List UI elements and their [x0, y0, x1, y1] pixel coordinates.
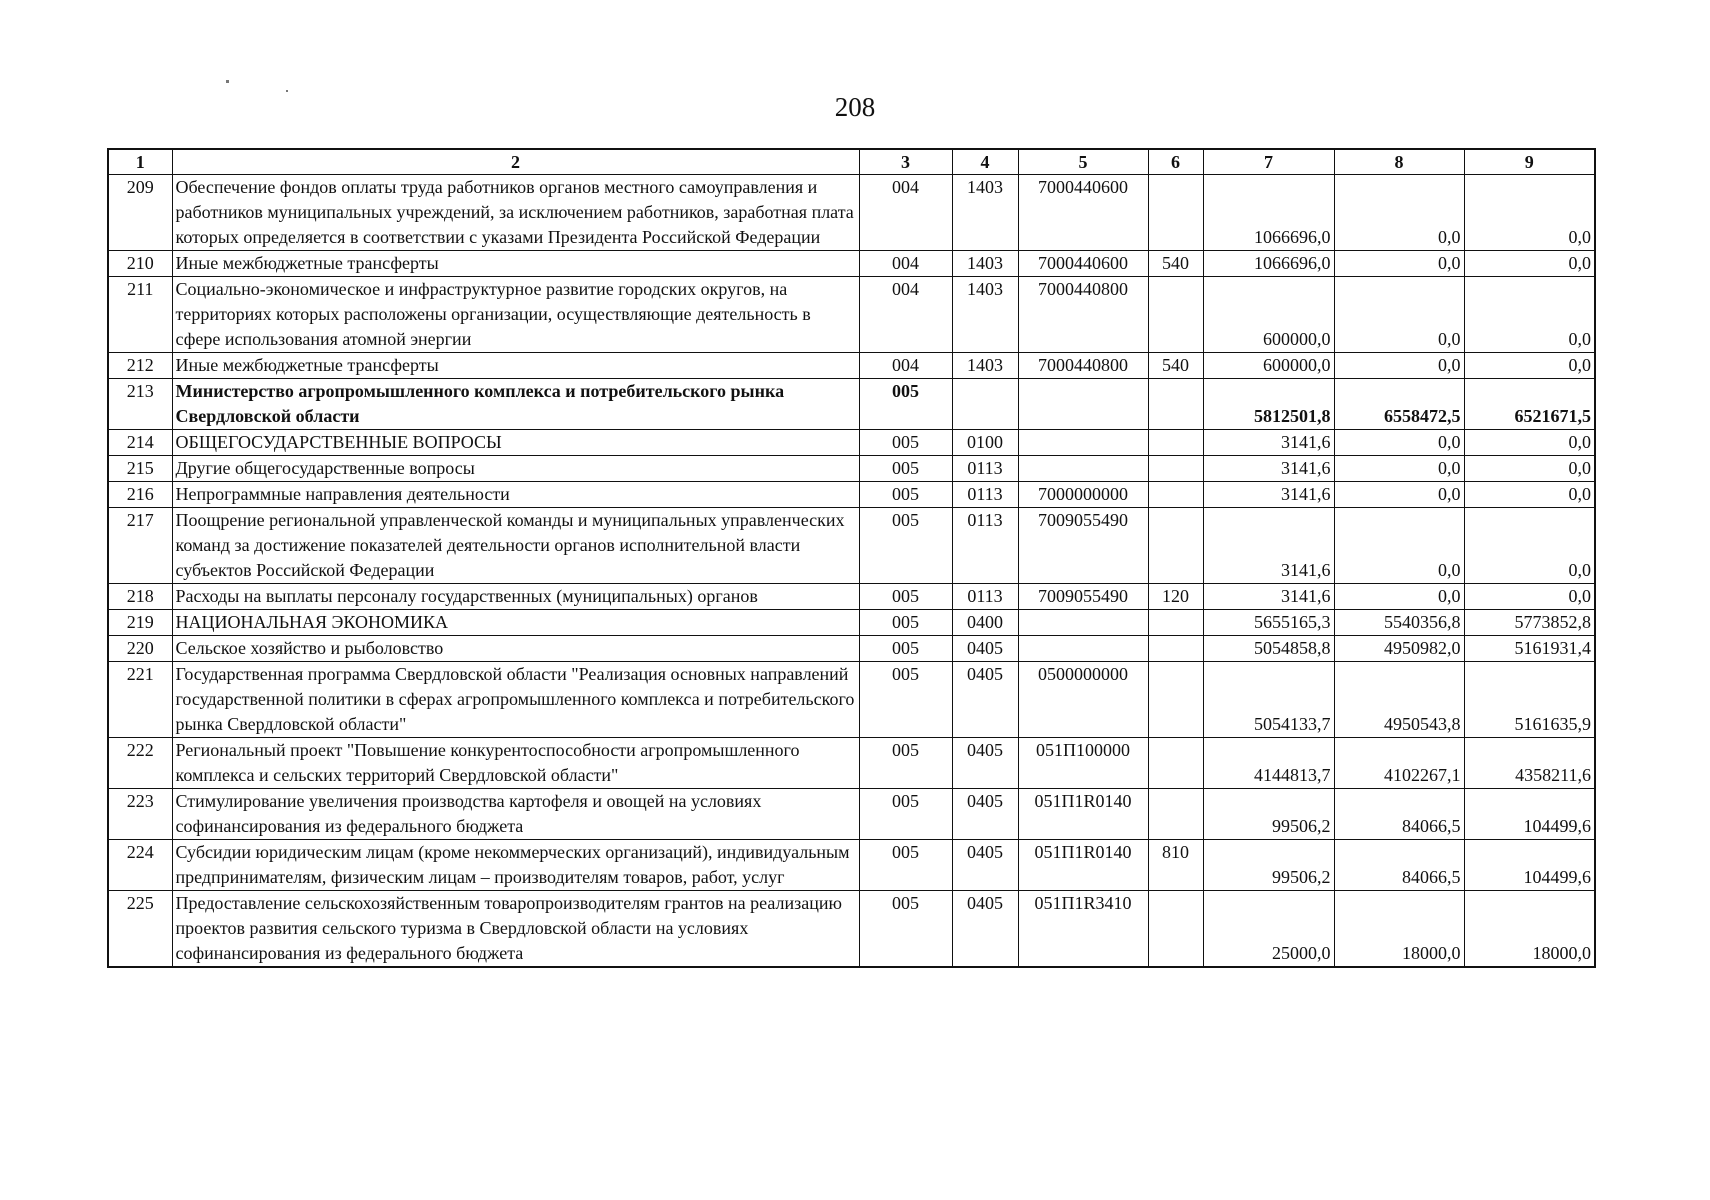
table-row [108, 353, 1595, 379]
code-section: 1403 [952, 251, 1018, 277]
code-target [1018, 456, 1148, 482]
code-ministry: 005 [859, 482, 952, 508]
code-section: 0405 [952, 636, 1018, 662]
row-number: 220 [108, 636, 172, 662]
code-section: 1403 [952, 175, 1018, 251]
value-col-8: 0,0 [1334, 175, 1464, 251]
value-col-9: 104499,6 [1464, 840, 1595, 891]
row-number: 210 [108, 251, 172, 277]
value-col-8: 0,0 [1334, 430, 1464, 456]
value-col-8: 18000,0 [1334, 891, 1464, 968]
value-col-7: 600000,0 [1203, 353, 1334, 379]
value-col-8: 0,0 [1334, 584, 1464, 610]
code-section: 0405 [952, 891, 1018, 968]
row-name: Иные межбюджетные трансферты [172, 251, 859, 277]
budget-table [107, 148, 1596, 968]
code-section: 0405 [952, 840, 1018, 891]
code-target: 7009055490 [1018, 584, 1148, 610]
value-col-7: 99506,2 [1203, 789, 1334, 840]
value-col-9: 0,0 [1464, 277, 1595, 353]
value-col-8: 4950982,0 [1334, 636, 1464, 662]
row-number: 225 [108, 891, 172, 968]
header-cell: 5 [1018, 149, 1148, 175]
code-target: 051П1R3410 [1018, 891, 1148, 968]
value-col-7: 600000,0 [1203, 277, 1334, 353]
header-cell: 3 [859, 149, 952, 175]
table-row [108, 251, 1595, 277]
row-name: Субсидии юридическим лицам (кроме некоммерческих организаций), индивидуальным предпринимателям, физическим лицам – производителям товаров, работ, услуг [172, 840, 859, 891]
table-row [108, 482, 1595, 508]
code-ministry: 004 [859, 277, 952, 353]
table-header-row [108, 149, 1595, 175]
row-name: Региональный проект "Повышение конкурентоспособности агропромышленного комплекса и сельских территорий Свердловской области" [172, 738, 859, 789]
header-cell: 4 [952, 149, 1018, 175]
code-ministry: 005 [859, 430, 952, 456]
value-col-9: 0,0 [1464, 584, 1595, 610]
table-row [108, 175, 1595, 251]
table-row [108, 636, 1595, 662]
value-col-8: 4950543,8 [1334, 662, 1464, 738]
value-col-8: 4102267,1 [1334, 738, 1464, 789]
row-number: 219 [108, 610, 172, 636]
row-number: 217 [108, 508, 172, 584]
code-ministry: 005 [859, 508, 952, 584]
value-col-7: 3141,6 [1203, 584, 1334, 610]
code-ministry: 004 [859, 175, 952, 251]
table-row [108, 379, 1595, 430]
code-expense-type [1148, 738, 1203, 789]
code-target [1018, 610, 1148, 636]
code-ministry: 005 [859, 662, 952, 738]
value-col-7: 99506,2 [1203, 840, 1334, 891]
value-col-9: 0,0 [1464, 175, 1595, 251]
code-target: 7000440600 [1018, 175, 1148, 251]
code-expense-type [1148, 610, 1203, 636]
code-section: 1403 [952, 353, 1018, 379]
code-section [952, 379, 1018, 430]
code-expense-type [1148, 891, 1203, 968]
header-cell: 7 [1203, 149, 1334, 175]
header-cell: 8 [1334, 149, 1464, 175]
value-col-9: 0,0 [1464, 456, 1595, 482]
value-col-9: 0,0 [1464, 508, 1595, 584]
code-ministry: 005 [859, 456, 952, 482]
code-target: 051П1R0140 [1018, 840, 1148, 891]
row-name: Стимулирование увеличения производства картофеля и овощей на условиях софинансирования из федерального бюджета [172, 789, 859, 840]
code-section: 0400 [952, 610, 1018, 636]
value-col-7: 3141,6 [1203, 508, 1334, 584]
code-section: 0113 [952, 508, 1018, 584]
code-section: 0100 [952, 430, 1018, 456]
row-name: Поощрение региональной управленческой команды и муниципальных управленческих команд за достижение показателей деятельности органов исполнительной власти субъектов Российской Федерации [172, 508, 859, 584]
value-col-7: 1066696,0 [1203, 251, 1334, 277]
value-col-7: 1066696,0 [1203, 175, 1334, 251]
header-cell: 2 [172, 149, 859, 175]
row-name: Обеспечение фондов оплаты труда работников органов местного самоуправления и работников муниципальных учреждений, за исключением работников, заработная плата которых определяется в соответствии с указами Президента Российской Федерации [172, 175, 859, 251]
code-section: 0405 [952, 738, 1018, 789]
code-ministry: 005 [859, 891, 952, 968]
value-col-7: 3141,6 [1203, 482, 1334, 508]
code-ministry: 005 [859, 738, 952, 789]
value-col-9: 5161931,4 [1464, 636, 1595, 662]
row-name: Другие общегосударственные вопросы [172, 456, 859, 482]
value-col-7: 3141,6 [1203, 430, 1334, 456]
row-name: Министерство агропромышленного комплекса и потребительского рынка Свердловской области [172, 379, 859, 430]
value-col-7: 5655165,3 [1203, 610, 1334, 636]
code-ministry: 004 [859, 353, 952, 379]
row-name: Предоставление сельскохозяйственным товаропроизводителям грантов на реализацию проектов развития сельского туризма в Свердловской области на условиях софинансирования из федерального бюджета [172, 891, 859, 968]
table-row [108, 738, 1595, 789]
code-target: 7009055490 [1018, 508, 1148, 584]
value-col-9: 5161635,9 [1464, 662, 1595, 738]
scan-speck [226, 80, 229, 83]
code-expense-type: 120 [1148, 584, 1203, 610]
row-number: 218 [108, 584, 172, 610]
code-ministry: 004 [859, 251, 952, 277]
row-name: Социально-экономическое и инфраструктурное развитие городских округов, на территориях которых расположены организации, осуществляющие деятельность в сфере использования атомной энергии [172, 277, 859, 353]
value-col-9: 6521671,5 [1464, 379, 1595, 430]
value-col-7: 4144813,7 [1203, 738, 1334, 789]
code-expense-type [1148, 379, 1203, 430]
code-ministry: 005 [859, 610, 952, 636]
row-number: 215 [108, 456, 172, 482]
code-target: 7000000000 [1018, 482, 1148, 508]
code-expense-type [1148, 789, 1203, 840]
row-name: ОБЩЕГОСУДАРСТВЕННЫЕ ВОПРОСЫ [172, 430, 859, 456]
table-row [108, 891, 1595, 968]
value-col-9: 4358211,6 [1464, 738, 1595, 789]
value-col-7: 5812501,8 [1203, 379, 1334, 430]
header-cell: 9 [1464, 149, 1595, 175]
code-target: 051П100000 [1018, 738, 1148, 789]
code-expense-type [1148, 430, 1203, 456]
code-expense-type: 810 [1148, 840, 1203, 891]
page-number: 208 [834, 92, 876, 122]
code-section: 0405 [952, 789, 1018, 840]
code-section: 0113 [952, 482, 1018, 508]
code-expense-type [1148, 636, 1203, 662]
code-expense-type: 540 [1148, 251, 1203, 277]
code-ministry: 005 [859, 636, 952, 662]
table-row [108, 277, 1595, 353]
code-target: 0500000000 [1018, 662, 1148, 738]
code-target: 7000440600 [1018, 251, 1148, 277]
code-target [1018, 379, 1148, 430]
table-row [108, 610, 1595, 636]
value-col-8: 0,0 [1334, 251, 1464, 277]
table-row [108, 662, 1595, 738]
value-col-7: 5054133,7 [1203, 662, 1334, 738]
code-expense-type [1148, 508, 1203, 584]
code-expense-type [1148, 482, 1203, 508]
code-expense-type: 540 [1148, 353, 1203, 379]
value-col-8: 84066,5 [1334, 789, 1464, 840]
row-number: 216 [108, 482, 172, 508]
code-ministry: 005 [859, 789, 952, 840]
code-target [1018, 430, 1148, 456]
value-col-7: 3141,6 [1203, 456, 1334, 482]
row-number: 223 [108, 789, 172, 840]
table-row [108, 456, 1595, 482]
row-name: Расходы на выплаты персоналу государственных (муниципальных) органов [172, 584, 859, 610]
value-col-9: 0,0 [1464, 353, 1595, 379]
table-row [108, 840, 1595, 891]
value-col-9: 104499,6 [1464, 789, 1595, 840]
row-number: 212 [108, 353, 172, 379]
code-ministry: 005 [859, 379, 952, 430]
code-target: 051П1R0140 [1018, 789, 1148, 840]
value-col-8: 6558472,5 [1334, 379, 1464, 430]
row-number: 213 [108, 379, 172, 430]
value-col-8: 5540356,8 [1334, 610, 1464, 636]
table-row [108, 508, 1595, 584]
value-col-8: 84066,5 [1334, 840, 1464, 891]
code-target [1018, 636, 1148, 662]
value-col-7: 5054858,8 [1203, 636, 1334, 662]
row-number: 224 [108, 840, 172, 891]
row-number: 222 [108, 738, 172, 789]
value-col-7: 25000,0 [1203, 891, 1334, 968]
header-cell: 6 [1148, 149, 1203, 175]
row-name: НАЦИОНАЛЬНАЯ ЭКОНОМИКА [172, 610, 859, 636]
row-number: 221 [108, 662, 172, 738]
value-col-9: 5773852,8 [1464, 610, 1595, 636]
value-col-8: 0,0 [1334, 277, 1464, 353]
code-expense-type [1148, 662, 1203, 738]
code-expense-type [1148, 175, 1203, 251]
table-row [108, 430, 1595, 456]
value-col-8: 0,0 [1334, 456, 1464, 482]
code-target: 7000440800 [1018, 353, 1148, 379]
row-number: 214 [108, 430, 172, 456]
value-col-9: 0,0 [1464, 430, 1595, 456]
value-col-8: 0,0 [1334, 508, 1464, 584]
code-section: 0405 [952, 662, 1018, 738]
code-section: 1403 [952, 277, 1018, 353]
row-number: 209 [108, 175, 172, 251]
header-cell: 1 [108, 149, 172, 175]
value-col-8: 0,0 [1334, 353, 1464, 379]
code-expense-type [1148, 277, 1203, 353]
row-name: Иные межбюджетные трансферты [172, 353, 859, 379]
table-row [108, 584, 1595, 610]
code-target: 7000440800 [1018, 277, 1148, 353]
value-col-9: 0,0 [1464, 482, 1595, 508]
row-name: Государственная программа Свердловской области "Реализация основных направлений государственной политики в сферах агропромышленного комплекса и потребительского рынка Свердловской области" [172, 662, 859, 738]
code-ministry: 005 [859, 584, 952, 610]
value-col-9: 0,0 [1464, 251, 1595, 277]
table-body [108, 175, 1595, 968]
code-ministry: 005 [859, 840, 952, 891]
row-name: Сельское хозяйство и рыболовство [172, 636, 859, 662]
row-number: 211 [108, 277, 172, 353]
row-name: Непрограммные направления деятельности [172, 482, 859, 508]
code-section: 0113 [952, 584, 1018, 610]
code-expense-type [1148, 456, 1203, 482]
code-section: 0113 [952, 456, 1018, 482]
value-col-9: 18000,0 [1464, 891, 1595, 968]
value-col-8: 0,0 [1334, 482, 1464, 508]
table-row [108, 789, 1595, 840]
